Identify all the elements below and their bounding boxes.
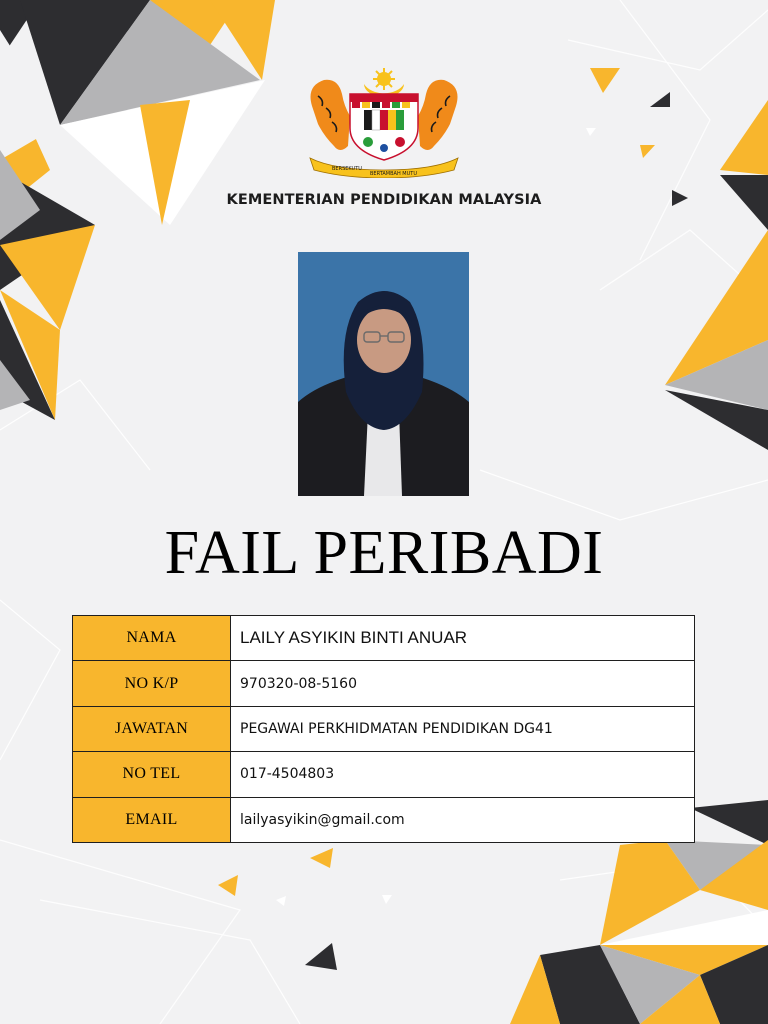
table-row (73, 752, 695, 797)
phone-label: NO TEL (73, 752, 231, 797)
svg-text:BERSEKUTU: BERSEKUTU (332, 166, 362, 172)
table-row (73, 797, 695, 842)
email-value: lailyasyikin@gmail.com (231, 797, 695, 842)
svg-text:BERTAMBAH MUTU: BERTAMBAH MUTU (370, 171, 417, 177)
ic-number-value: 970320-08-5160 (231, 661, 695, 706)
name-value: LAILY ASYIKIN BINTI ANUAR (231, 616, 695, 661)
email-label: EMAIL (73, 797, 231, 842)
position-label: JAWATAN (73, 706, 231, 751)
table-row (73, 616, 695, 661)
ic-number-label: NO K/P (73, 661, 231, 706)
table-row (73, 706, 695, 751)
phone-value: 017-4504803 (231, 752, 695, 797)
profile-table (72, 615, 695, 843)
coat-of-arms-logo (304, 66, 464, 178)
name-label: NAMA (73, 616, 231, 661)
table-row (73, 661, 695, 706)
profile-photo (298, 252, 469, 496)
position-value: PEGAWAI PERKHIDMATAN PENDIDIKAN DG41 (231, 706, 695, 751)
ministry-name: KEMENTERIAN PENDIDIKAN MALAYSIA (226, 192, 542, 208)
document-title: FAIL PERIBADI (164, 519, 604, 587)
